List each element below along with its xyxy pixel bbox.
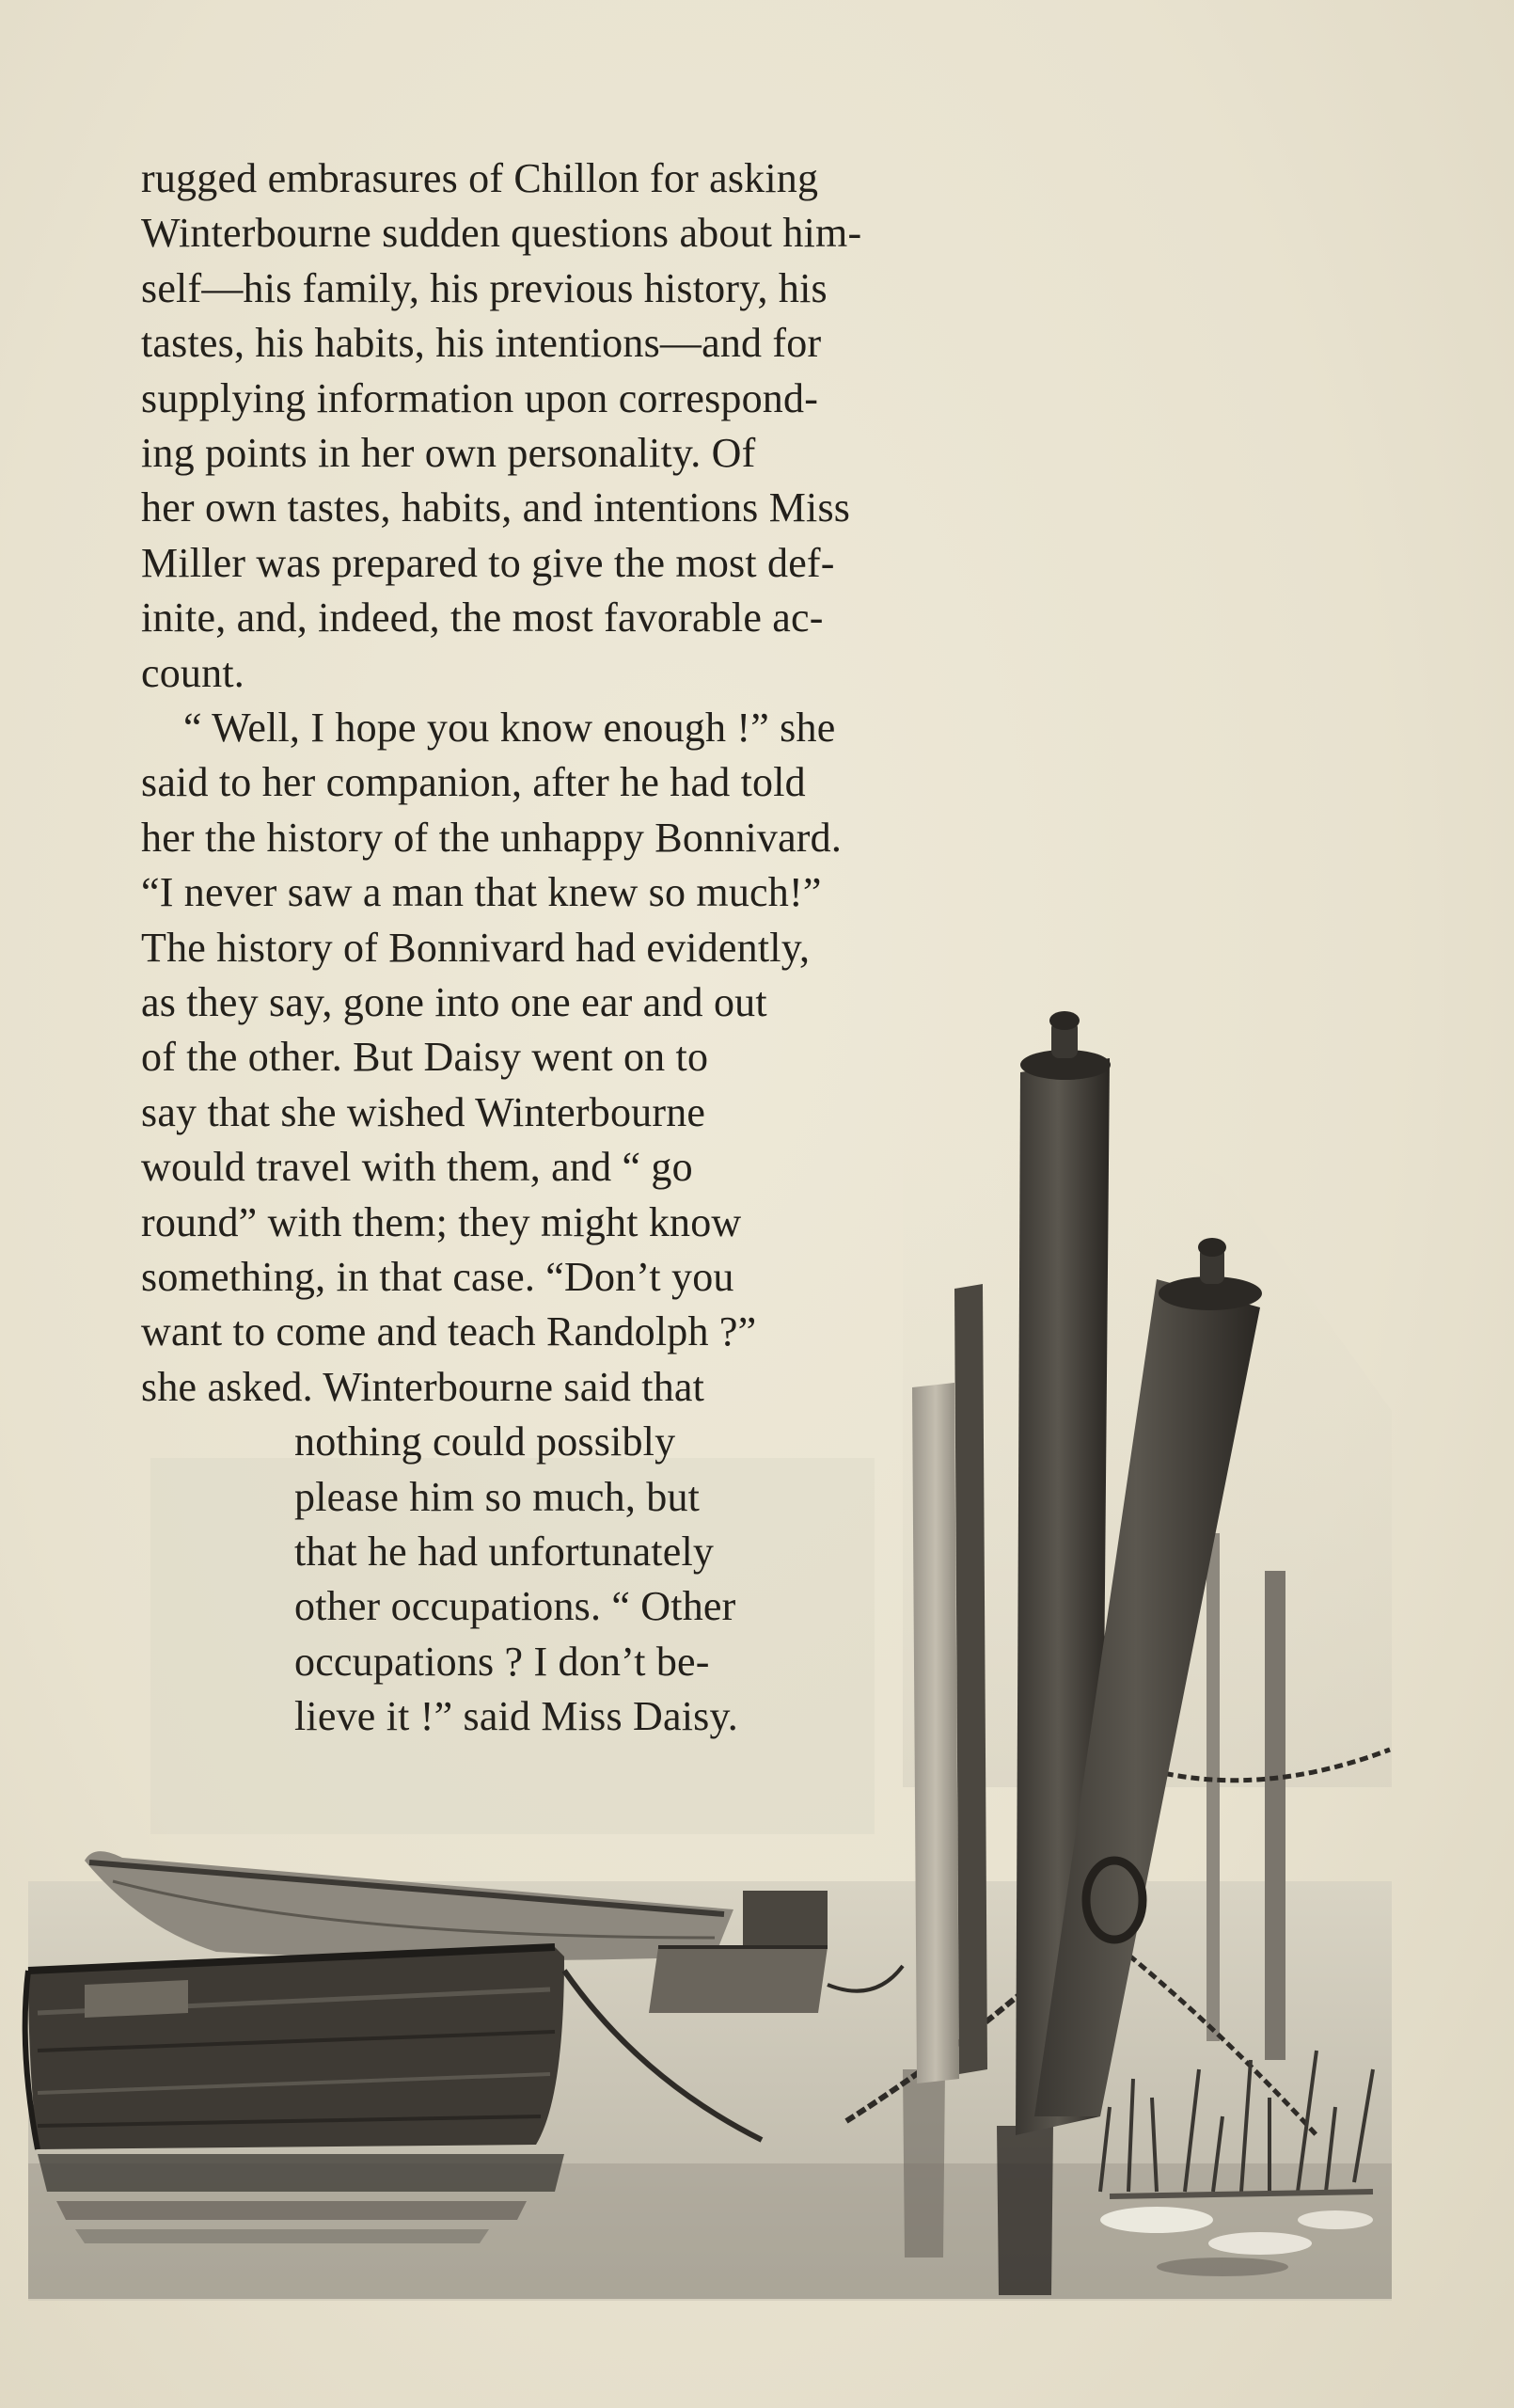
text-line: Winterbourne sudden questions about him- (141, 210, 862, 256)
text-line: that he had unfortunately (294, 1529, 715, 1575)
text-line: inite, and, indeed, the most favorable ac- (141, 594, 824, 641)
text-line: round” with them; they might know (141, 1199, 742, 1245)
text-line: other occupations. “ Other (294, 1583, 736, 1629)
text-line: The history of Bonnivard had evidently, (141, 925, 811, 971)
text-line: Miller was prepared to give the most def- (141, 540, 835, 586)
text-line: nothing could possibly (294, 1418, 676, 1465)
text-line: tastes, his habits, his intentions—and for (141, 320, 822, 366)
text-line: supplying information upon correspond- (141, 375, 819, 421)
text-line: please him so much, but (294, 1474, 701, 1520)
text-line: would travel with them, and “ go (141, 1144, 693, 1190)
text-line: occupations ? I don’t be- (294, 1639, 710, 1685)
text-line: say that she wished Winterbourne (141, 1089, 706, 1135)
text-line: want to come and teach Randolph ?” (141, 1308, 757, 1354)
text-line: count. (141, 650, 244, 696)
text-line: said to her companion, after he had told (141, 759, 806, 805)
text-line: as they say, gone into one ear and out (141, 979, 767, 1025)
text-line: “I never saw a man that knew so much!” (141, 869, 822, 915)
text-line: her own tastes, habits, and intentions Miss (141, 484, 851, 531)
text-line: self—his family, his previous history, his (141, 265, 828, 311)
text-line: she asked. Winterbourne said that (141, 1364, 705, 1410)
text-line: of the other. But Daisy went on to (141, 1034, 709, 1080)
text-line: her the history of the unhappy Bonnivard. (141, 815, 843, 861)
text-line: something, in that case. “Don’t you (141, 1254, 734, 1300)
text-line: rugged embrasures of Chillon for asking (141, 155, 819, 201)
text-line: “ Well, I hope you know enough !” she (183, 705, 836, 751)
text-line: ing points in her own personality. Of (141, 430, 756, 476)
text-line: lieve it !” said Miss Daisy. (294, 1693, 739, 1739)
